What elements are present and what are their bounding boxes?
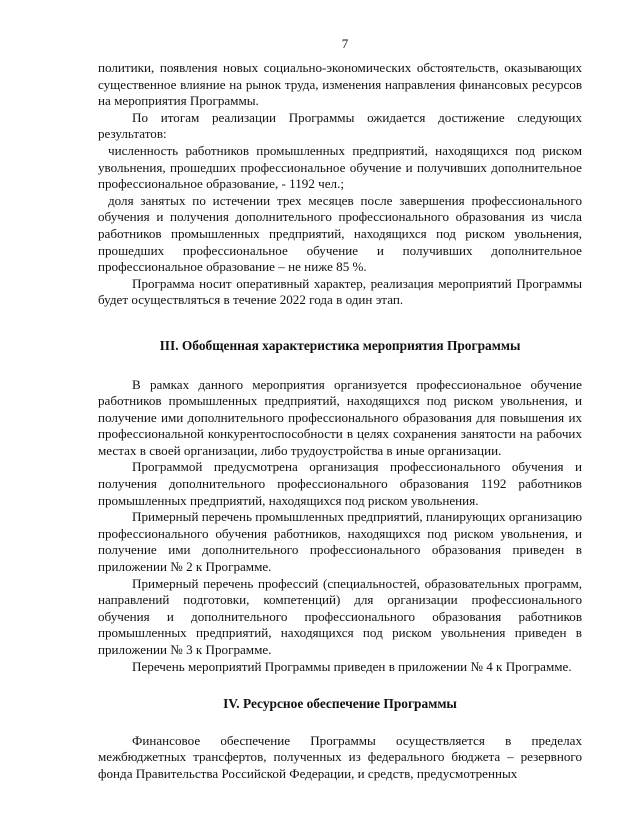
paragraph-result-count: численность работников промышленных предприятий, находящихся под риском увольнения, прошедших профессиональное обучение и получивших дополнительное профессиональное образование, - 1192 чел.; <box>98 142 582 192</box>
section-3-heading: III. Обобщенная характеристика мероприятия Программы <box>159 337 521 353</box>
section-3-paragraph: Примерный перечень профессий (специальностей, образовательных программ, направлений подготовки, компетенций) для организации профессионального обучения и дополнительного профессионального образования работников промышленных предприятий, находящихся под риском увольнения приведен в приложении № 3 к Программе. <box>98 575 582 657</box>
section-3-paragraph: Программой предусмотрена организация профессионального обучения и получения дополнительного профессионального образования 1192 работников промышленных предприятий, находящихся под риском увольнения. <box>98 459 582 508</box>
paragraph-program-timing: Программа носит оперативный характер, реализация мероприятий Программы будет осуществляться в течение 2022 года в один этап. <box>98 275 582 308</box>
section-4-heading: IV. Ресурсное обеспечение Программы <box>223 696 457 712</box>
paragraph-results-intro: По итогам реализации Программы ожидается достижение следующих результатов: <box>98 109 582 142</box>
paragraph-result-share: доля занятых по истечении трех месяцев после завершения профессионального обучения и получения дополнительного профессионального образования из числа работников промышленных предприятий, находящихся под риском увольнения, прошедших профессиональное обучение и получивших дополнительное профессиональное образование – не ниже 85 %. <box>98 192 582 275</box>
paragraph-continuation: политики, появления новых социально-экономических обстоятельств, оказывающих существенное влияние на рынок труда, изменения направления финансовых ресурсов на мероприятия Программы. <box>98 60 582 109</box>
section-4-paragraph: Финансовое обеспечение Программы осуществляется в пределах межбюджетных трансфертов, полученных из федерального бюджета – резервного фонда Правительства Российской Федерации, и средств, предусмотренных <box>98 732 582 781</box>
section-3-paragraph: Перечень мероприятий Программы приведен в приложении № 4 к Программе. <box>132 658 572 674</box>
section-3-paragraph: Примерный перечень промышленных предприятий, планирующих организацию профессионального обучения работников, находящихся под риском увольнения, и получение ими дополнительного профессионального образования приведен в приложении № 2 к Программе. <box>98 509 583 575</box>
page-number: 7 <box>341 36 349 51</box>
section-3-paragraph: В рамках данного мероприятия организуется профессиональное обучение работников промышленных предприятий, находящихся под риском увольнения, и получение ими дополнительного профессионального образования для повышения их профессиональной конкурентоспособности в целях сохранения занятости на рабочих местах в своей организации, либо трудоустройства в иные организации. <box>98 376 582 458</box>
